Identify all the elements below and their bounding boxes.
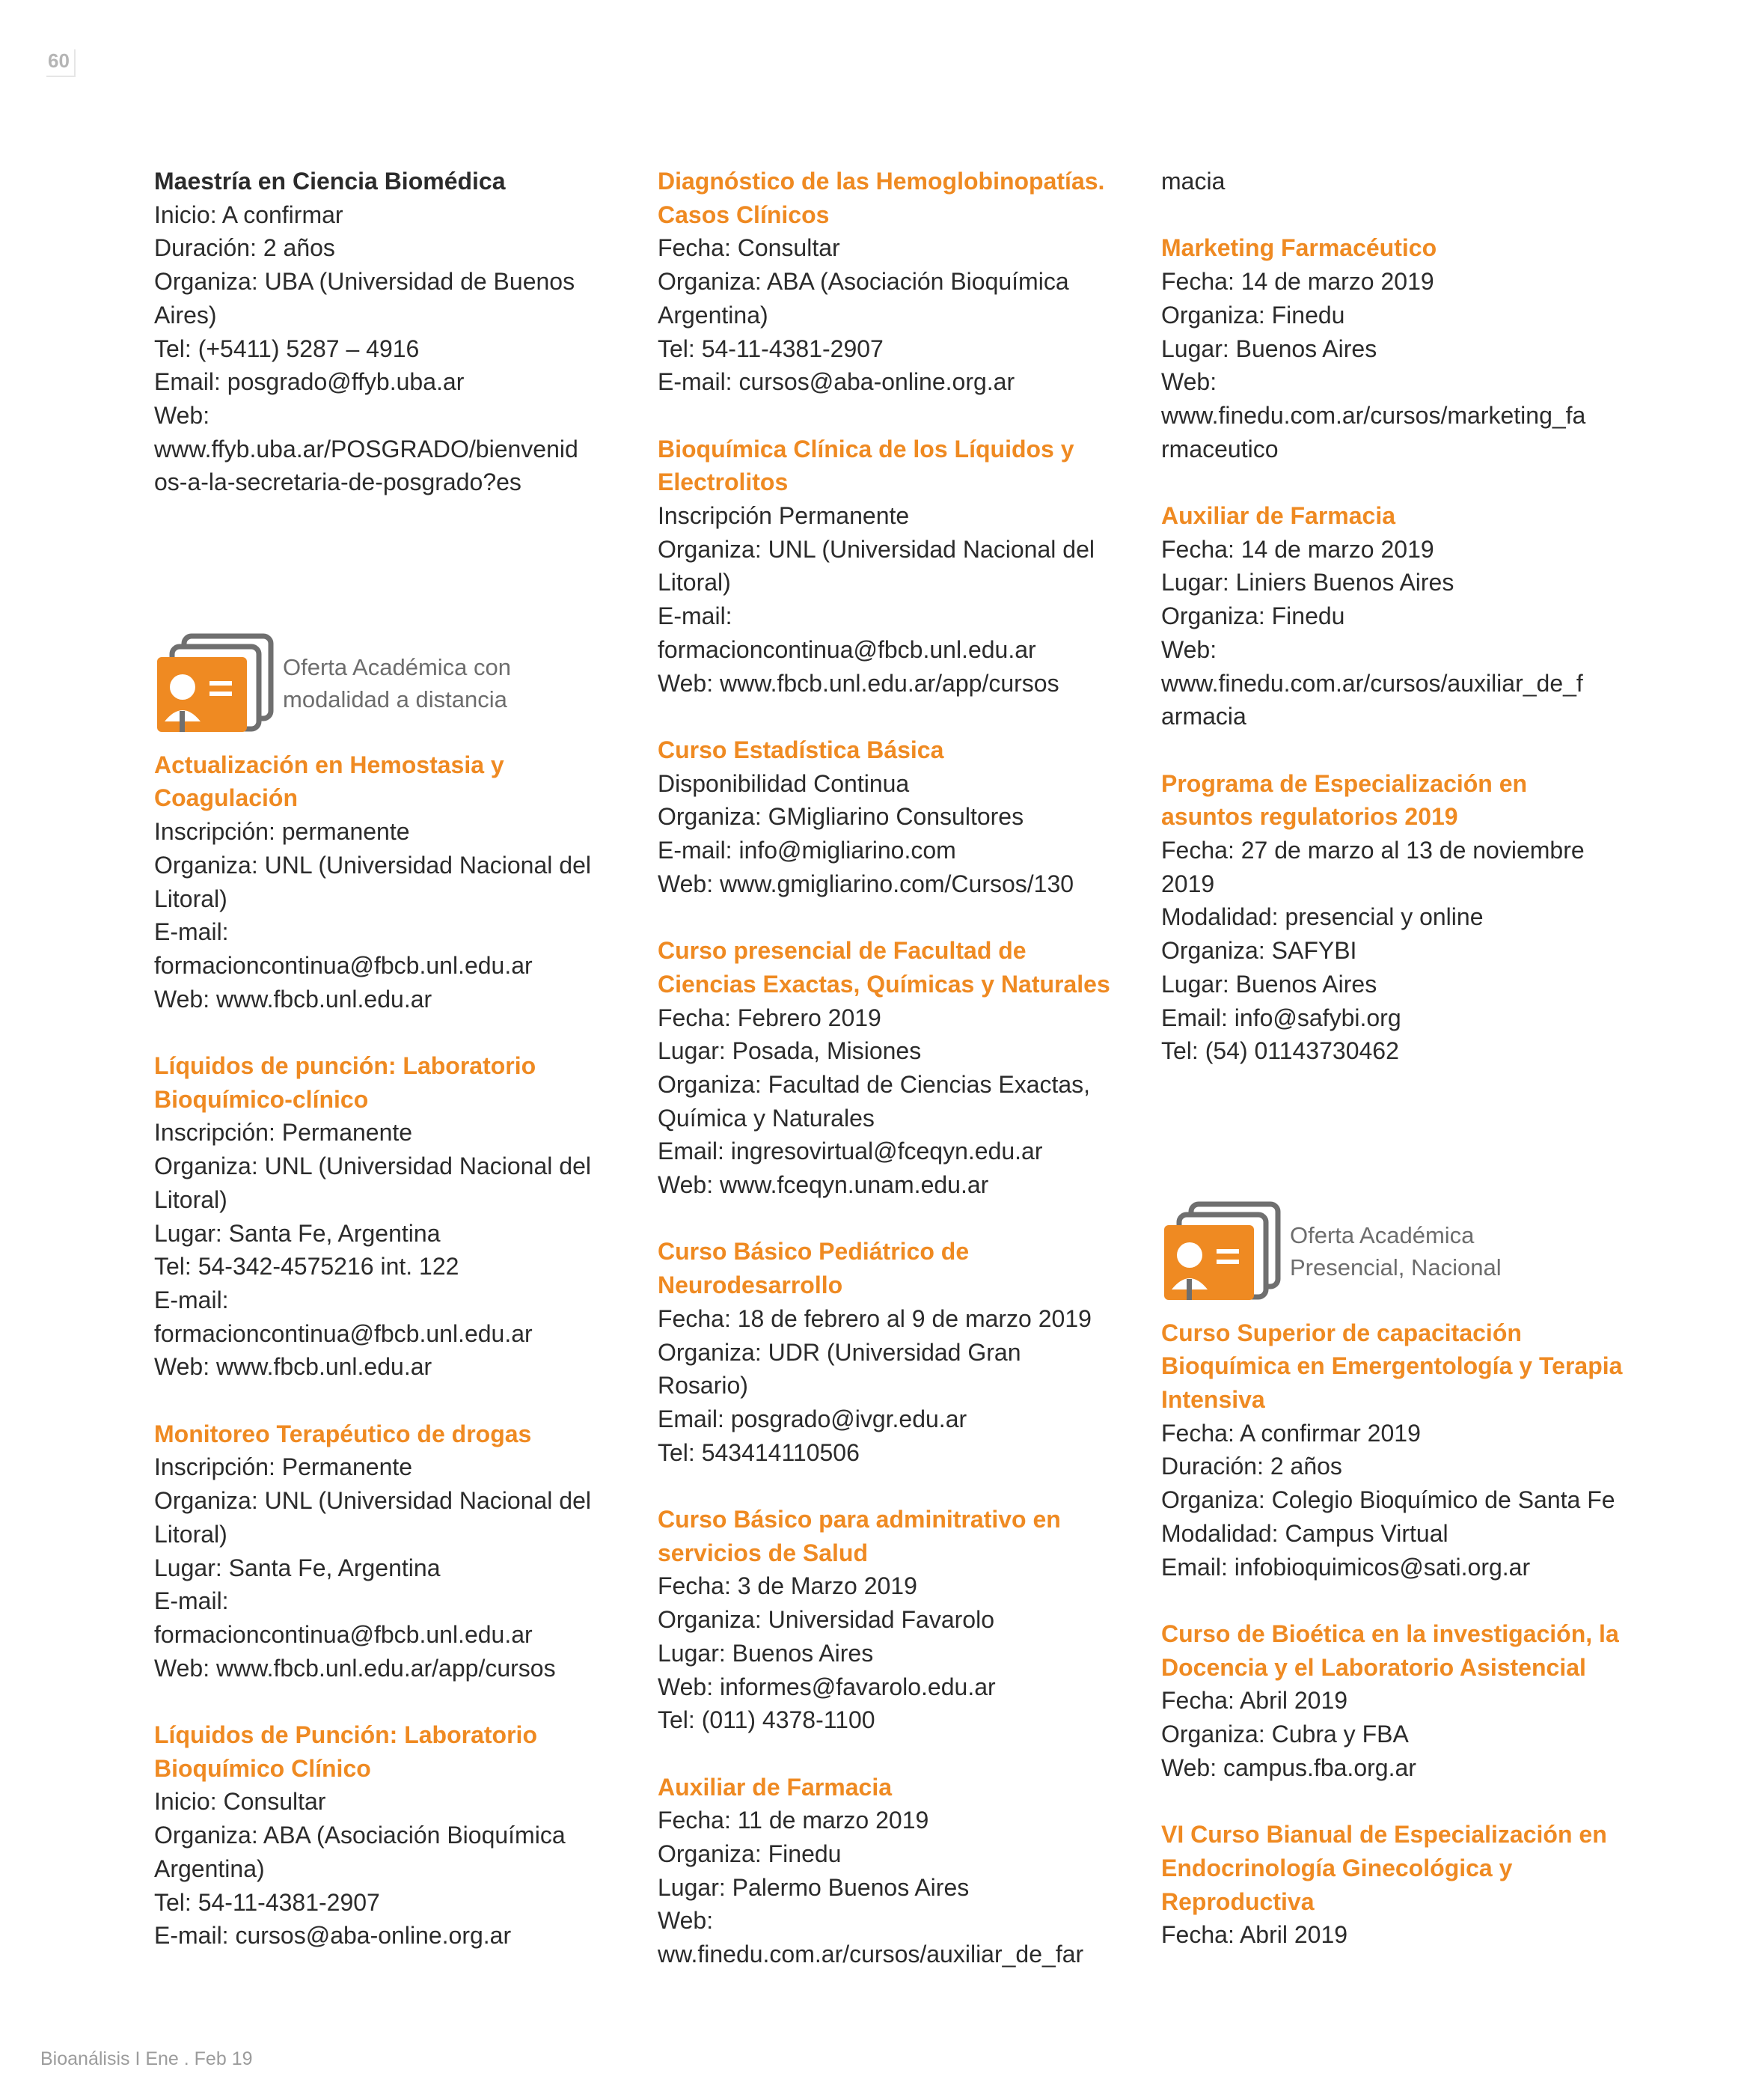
course-detail-line: Email: posgrado@ffyb.uba.ar <box>154 368 465 396</box>
course-detail-line: formacioncontinua@fbcb.unl.edu.ar <box>658 635 1036 663</box>
entry-list <box>658 165 1114 1971</box>
course-detail-line: Organiza: Colegio Bioquímico de Santa Fe <box>1161 1486 1615 1514</box>
page-footer: Bioanálisis I Ene . Feb 19 <box>40 2048 253 2069</box>
course-detail-line: Duración: 2 años <box>1161 1453 1342 1480</box>
section-label-line-2: Presencial, Nacional <box>1290 1254 1502 1281</box>
course-detail-line: www.finedu.com.ar/cursos/marketing_fa rmaceutico <box>1161 401 1586 463</box>
course-detail-line: Modalidad: presencial y online <box>1161 903 1484 931</box>
course-detail-line: Modalidad: Campus Virtual <box>1161 1519 1448 1547</box>
course-detail-line: Fecha: 14 de marzo 2019 <box>1161 535 1434 563</box>
course-detail-line: www.ffyb.uba.ar/POSGRADO/bienvenid os-a-la-secretaria-de-posgrado?es <box>154 435 578 496</box>
course-detail-line: E-mail: cursos@aba-online.org.ar <box>658 368 1015 396</box>
course-detail-line: Web: www.fbcb.unl.edu.ar/app/cursos <box>154 1654 556 1682</box>
course-entry <box>1161 767 1625 1068</box>
course-detail-line: Fecha: Abril 2019 <box>1161 1921 1348 1949</box>
course-detail-line: Web: www.fbcb.unl.edu.ar <box>154 1353 432 1381</box>
section-label <box>1290 1219 1502 1283</box>
course-detail-line: Email: ingresovirtual@fceqyn.edu.ar <box>658 1138 1043 1165</box>
entry-continuation <box>1161 165 1625 198</box>
course-detail-line: Organiza: ABA (Asociación Bioquímica Argentina) <box>154 1822 566 1882</box>
course-detail-line: Web: informes@favarolo.edu.ar <box>658 1673 996 1700</box>
course-title: Curso presencial de Facultad de Ciencias Exactas, Químicas y Naturales <box>658 937 1110 998</box>
document-stack-person-icon <box>1161 1201 1281 1301</box>
section-header-distance <box>154 633 611 733</box>
section-label <box>283 651 511 715</box>
course-detail-line: Web: <box>1161 635 1217 663</box>
course-title: Curso Básico para adminitrativo en servicios de Salud <box>658 1506 1061 1566</box>
course-entry <box>658 433 1114 700</box>
course-detail-line: Duración: 2 años <box>154 234 335 262</box>
course-detail-line: Organiza: Universidad Favarolo <box>658 1606 994 1634</box>
course-detail-line: Tel: 543414110506 <box>658 1438 860 1466</box>
course-detail-line: Tel: 54-342-4575216 int. 122 <box>154 1253 459 1281</box>
course-detail-line: Inicio: Consultar <box>154 1788 326 1816</box>
column-1 <box>154 165 611 1986</box>
course-entry <box>154 1718 611 1953</box>
course-entry <box>154 1049 611 1384</box>
course-detail-line: Tel: (011) 4378-1100 <box>658 1706 875 1734</box>
course-detail-line: Organiza: UNL (Universidad Nacional del Litoral) <box>154 851 591 912</box>
entry-list <box>1161 231 1625 1068</box>
course-detail-line: Web: www.fbcb.unl.edu.ar <box>154 985 432 1013</box>
course-detail-line: Tel: (+5411) 5287 – 4916 <box>154 335 420 362</box>
entry-lines <box>154 198 611 499</box>
course-title: Líquidos de punción: Laboratorio Bioquímico-clínico <box>154 1052 536 1113</box>
document-stack-person-icon <box>154 633 274 733</box>
course-detail-line: Tel: 54-11-4381-2907 <box>658 335 884 362</box>
course-detail-line: Organiza: Finedu <box>1161 602 1345 630</box>
course-detail-line: E-mail: <box>154 918 229 946</box>
course-detail-line: Lugar: Buenos Aires <box>1161 335 1377 362</box>
course-detail-line: Lugar: Santa Fe, Argentina <box>154 1219 441 1247</box>
course-title: Diagnóstico de las Hemoglobinopatías. Casos Clínicos <box>658 168 1105 228</box>
course-title: Curso Estadística Básica <box>658 736 944 763</box>
course-detail-line: Fecha: A confirmar 2019 <box>1161 1419 1421 1447</box>
course-entry <box>658 1771 1114 1971</box>
entry-line: macia <box>1161 168 1226 195</box>
course-detail-line: Organiza: Finedu <box>658 1840 842 1868</box>
course-entry <box>658 165 1114 399</box>
course-title: Auxiliar de Farmacia <box>658 1773 893 1801</box>
column-2 <box>658 165 1114 2005</box>
course-detail-line: Lugar: Santa Fe, Argentina <box>154 1554 441 1581</box>
course-detail-line: www.finedu.com.ar/cursos/auxiliar_de_f armacia <box>1161 669 1583 730</box>
entry-intro <box>154 165 611 499</box>
course-title: Programa de Especialización en asuntos regulatorios 2019 <box>1161 769 1528 831</box>
section-label-line-1: Oferta Académica con <box>283 653 511 680</box>
course-entry <box>1161 1818 1625 1952</box>
course-detail-line: Fecha: 14 de marzo 2019 <box>1161 268 1434 296</box>
course-detail-line: E-mail: cursos@aba-online.org.ar <box>154 1922 512 1950</box>
course-detail-line: Lugar: Palermo Buenos Aires <box>658 1873 970 1901</box>
course-detail-line: Inscripción: Permanente <box>154 1119 413 1147</box>
course-entry <box>1161 499 1625 733</box>
course-detail-line: Inscripción: Permanente <box>154 1453 413 1481</box>
course-title: Monitoreo Terapéutico de drogas <box>154 1420 532 1447</box>
course-detail-line: formacioncontinua@fbcb.unl.edu.ar <box>154 1319 533 1347</box>
course-detail-line: Web: <box>154 401 210 429</box>
course-detail-line: Organiza: Finedu <box>1161 301 1345 329</box>
course-title: Marketing Farmacéutico <box>1161 234 1437 262</box>
course-detail-line: Email: infobioquimicos@sati.org.ar <box>1161 1553 1531 1581</box>
course-title: Líquidos de Punción: Laboratorio Bioquímico Clínico <box>154 1721 537 1782</box>
course-detail-line: Web: campus.fba.org.ar <box>1161 1753 1416 1781</box>
course-title: Auxiliar de Farmacia <box>1161 502 1396 529</box>
course-detail-line: Lugar: Buenos Aires <box>1161 970 1377 998</box>
course-entry <box>1161 1316 1625 1584</box>
course-detail-line: Web: www.gmigliarino.com/Cursos/130 <box>658 870 1074 897</box>
course-title: Curso Básico Pediátrico de Neurodesarrollo <box>658 1238 970 1299</box>
column-3 <box>1161 165 1625 1985</box>
course-detail-line: Fecha: 11 de marzo 2019 <box>658 1807 929 1834</box>
course-detail-line: Email: info@safybi.org <box>1161 1004 1401 1031</box>
course-entry <box>658 733 1114 901</box>
course-detail-line: E-mail: <box>154 1286 229 1313</box>
course-detail-line: Organiza: UNL (Universidad Nacional del Litoral) <box>658 535 1095 596</box>
section-label-line-1: Oferta Académica <box>1290 1221 1475 1248</box>
course-detail-line: formacioncontinua@fbcb.unl.edu.ar <box>154 951 533 979</box>
course-detail-line: Inicio: A confirmar <box>154 201 343 228</box>
course-detail-line: Web: www.fceqyn.unam.edu.ar <box>658 1171 989 1199</box>
course-entry <box>658 934 1114 1202</box>
course-detail-line: Organiza: UNL (Universidad Nacional del Litoral) <box>154 1487 591 1548</box>
course-detail-line: Fecha: Abril 2019 <box>1161 1687 1348 1715</box>
course-detail-line: ww.finedu.com.ar/cursos/auxiliar_de_far <box>658 1941 1084 1968</box>
course-title: Bioquímica Clínica de los Líquidos y Electrolitos <box>658 435 1074 496</box>
course-detail-line: E-mail: info@migliarino.com <box>658 837 956 864</box>
entry-title: Maestría en Ciencia Biomédica <box>154 168 506 195</box>
course-detail-line: Organiza: ABA (Asociación Bioquímica Argentina) <box>658 268 1069 329</box>
course-detail-line: E-mail: <box>658 602 732 630</box>
course-detail-line: Web: <box>1161 368 1217 396</box>
course-title: Actualización en Hemostasia y Coagulación <box>154 751 504 812</box>
course-detail-line: Email: posgrado@ivgr.edu.ar <box>658 1405 967 1432</box>
course-detail-line: Disponibilidad Continua <box>658 769 910 797</box>
course-entry <box>1161 1617 1625 1785</box>
course-detail-line: Inscripción: permanente <box>154 818 410 846</box>
course-detail-line: Organiza: UNL (Universidad Nacional del Litoral) <box>154 1153 591 1213</box>
page-number: 60 <box>46 49 76 77</box>
course-detail-line: Tel: (54) 01143730462 <box>1161 1037 1399 1065</box>
course-detail-line: Tel: 54-11-4381-2907 <box>154 1888 380 1916</box>
course-entry <box>154 1417 611 1685</box>
course-detail-line: E-mail: <box>154 1587 229 1615</box>
course-detail-line: Fecha: 18 de febrero al 9 de marzo 2019 <box>658 1304 1092 1332</box>
course-detail-line: Web: www.fbcb.unl.edu.ar/app/cursos <box>658 669 1059 697</box>
course-detail-line: Fecha: 3 de Marzo 2019 <box>658 1572 917 1600</box>
course-entry <box>1161 231 1625 466</box>
course-detail-line: Organiza: Facultad de Ciencias Exactas, Química y Naturales <box>658 1070 1091 1132</box>
course-detail-line: Fecha: Febrero 2019 <box>658 1004 881 1031</box>
course-detail-line: Organiza: Cubra y FBA <box>1161 1721 1409 1748</box>
course-entry <box>658 1235 1114 1469</box>
course-entry <box>154 748 611 1016</box>
course-detail-line: Lugar: Posada, Misiones <box>658 1037 922 1065</box>
course-detail-line: Organiza: UBA (Universidad de Buenos Aires) <box>154 268 575 329</box>
entry-list <box>154 748 611 1953</box>
course-title: VI Curso Bianual de Especialización en Endocrinología Ginecológica y Reproductiva <box>1161 1821 1607 1915</box>
course-detail-line: Inscripción Permanente <box>658 502 910 530</box>
course-detail-line: Web: <box>658 1907 714 1935</box>
section-header-presencial <box>1161 1201 1625 1301</box>
course-detail-line: Lugar: Buenos Aires <box>658 1639 874 1667</box>
course-title: Curso de Bioética en la investigación, la Docencia y el Laboratorio Asistencial <box>1161 1620 1619 1681</box>
course-detail-line: Organiza: GMigliarino Consultores <box>658 803 1024 831</box>
course-entry <box>658 1503 1114 1737</box>
course-detail-line: Fecha: 27 de marzo al 13 de noviembre 2019 <box>1161 837 1585 897</box>
course-detail-line: formacioncontinua@fbcb.unl.edu.ar <box>154 1620 533 1648</box>
course-detail-line: Organiza: UDR (Universidad Gran Rosario) <box>658 1338 1021 1400</box>
course-detail-line: Fecha: Consultar <box>658 234 840 262</box>
course-detail-line: Organiza: SAFYBI <box>1161 937 1357 965</box>
section-label-line-2: modalidad a distancia <box>283 686 507 712</box>
course-title: Curso Superior de capacitación Bioquímica en Emergentología y Terapia Intensiva <box>1161 1319 1623 1414</box>
course-detail-line: Lugar: Liniers Buenos Aires <box>1161 569 1454 596</box>
entry-list <box>1161 1316 1625 1952</box>
